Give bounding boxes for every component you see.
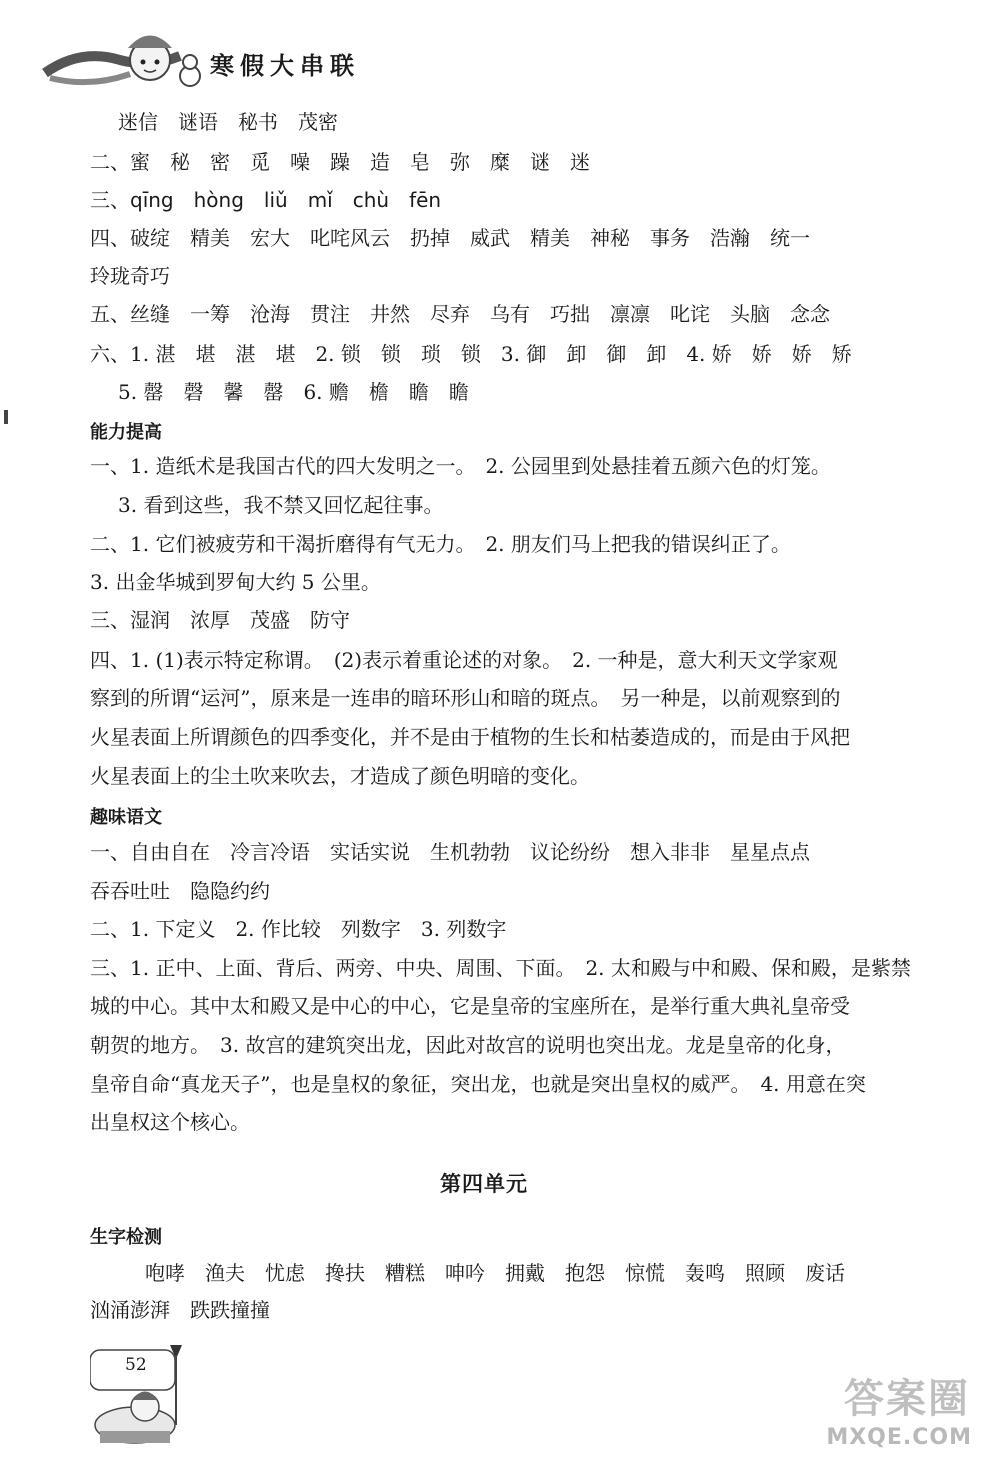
text-line: 3. 出金华城到罗甸大约 5 公里。 xyxy=(90,570,381,594)
text-line: 二、1. 它们被疲劳和干渴折磨得有气无力。 2. 朋友们马上把我的错误纠正了。 xyxy=(90,532,791,556)
text-line: 察到的所谓“运河”，原来是一连串的暗环形山和暗的斑点。 另一种是，以前观察到的 xyxy=(90,686,841,710)
text-line: 出皇权这个核心。 xyxy=(90,1110,250,1134)
text-line: 朝贺的地方。 3. 故宫的建筑突出龙，因此对故宫的说明也突出龙。龙是皇帝的化身， xyxy=(90,1033,846,1057)
header-title: 寒假大串联 xyxy=(210,51,360,80)
text-line: 城的中心。其中太和殿又是中心的中心，它是皇帝的宝座所在，是举行重大典礼皇帝受 xyxy=(90,994,850,1018)
section-heading-ability: 能力提高 xyxy=(90,422,162,443)
text-line: 六、1. 湛 堪 湛 堪 2. 锁 锁 琐 锁 3. 御 卸 御 卸 4. 娇 娇 娇 矫 xyxy=(90,342,852,366)
text-line: 一、1. 造纸术是我国古代的四大发明之一。 2. 公园里到处悬挂着五颜六色的灯笼。 xyxy=(90,454,831,478)
section-heading-fun: 趣味语文 xyxy=(90,807,162,828)
text-line: 五、丝缝 一筹 沧海 贯注 井然 尽弃 乌有 巧拙 凛凛 叱诧 头脑 念念 xyxy=(90,302,830,326)
text-line: 一、自由自在 冷言冷语 实话实说 生机勃勃 议论纷纷 想入非非 星星点点 xyxy=(90,840,810,864)
text-line: 迷信 谜语 秘书 茂密 xyxy=(118,110,338,134)
text-line: 吞吞吐吐 隐隐约约 xyxy=(90,879,270,903)
section-heading-words: 生字检测 xyxy=(90,1227,162,1248)
header-illustration xyxy=(40,18,210,98)
text-line: 火星表面上的尘土吹来吹去，才造成了颜色明暗的变化。 xyxy=(90,764,590,788)
text-line: 三、qīng hòng liǔ mǐ chù fēn xyxy=(90,188,442,212)
unit-title: 第四单元 xyxy=(440,1172,528,1196)
text-line: 四、1. (1)表示特定称谓。 (2)表示着重论述的对象。 2. 一种是，意大利天文学家观 xyxy=(90,648,838,672)
text-line: 5. 罄 磬 馨 罄 6. 赡 檐 瞻 瞻 xyxy=(118,380,469,404)
text-line: 汹涌澎湃 跌跌撞撞 xyxy=(90,1298,270,1322)
text-line: 二、1. 下定义 2. 作比较 列数字 3. 列数字 xyxy=(90,917,507,941)
text-line: 二、蜜 秘 密 觅 噪 躁 造 皂 弥 糜 谜 迷 xyxy=(90,150,590,174)
header-banner xyxy=(40,18,400,98)
text-line: 皇帝自命“真龙天子”，也是皇权的象征，突出龙，也就是突出皇权的威严。 4. 用意在突 xyxy=(90,1072,866,1096)
watermark-url: MXQE.COM xyxy=(826,1425,972,1450)
page-number: 52 xyxy=(125,1355,147,1375)
scan-edge-mark xyxy=(4,410,8,424)
text-line: 三、1. 正中、上面、背后、两旁、中央、周围、下面。 2. 太和殿与中和殿、保和殿，是紫禁 xyxy=(90,956,911,980)
text-line: 3. 看到这些，我不禁又回忆起往事。 xyxy=(118,493,444,517)
watermark-logo: 答案圈 xyxy=(844,1376,970,1422)
text-line: 火星表面上所谓颜色的四季变化，并不是由于植物的生长和枯萎造成的，而是由于风把 xyxy=(90,725,850,749)
text-line: 咆哮 渔夫 忧虑 搀扶 糟糕 呻吟 拥戴 抱怨 惊慌 轰鸣 照顾 废话 xyxy=(145,1261,845,1285)
text-line: 三、湿润 浓厚 茂盛 防守 xyxy=(90,608,350,632)
text-line: 四、破绽 精美 宏大 叱咤风云 扔掉 威武 精美 神秘 事务 浩瀚 统一 xyxy=(90,226,810,250)
text-line: 玲珑奇巧 xyxy=(90,264,170,288)
